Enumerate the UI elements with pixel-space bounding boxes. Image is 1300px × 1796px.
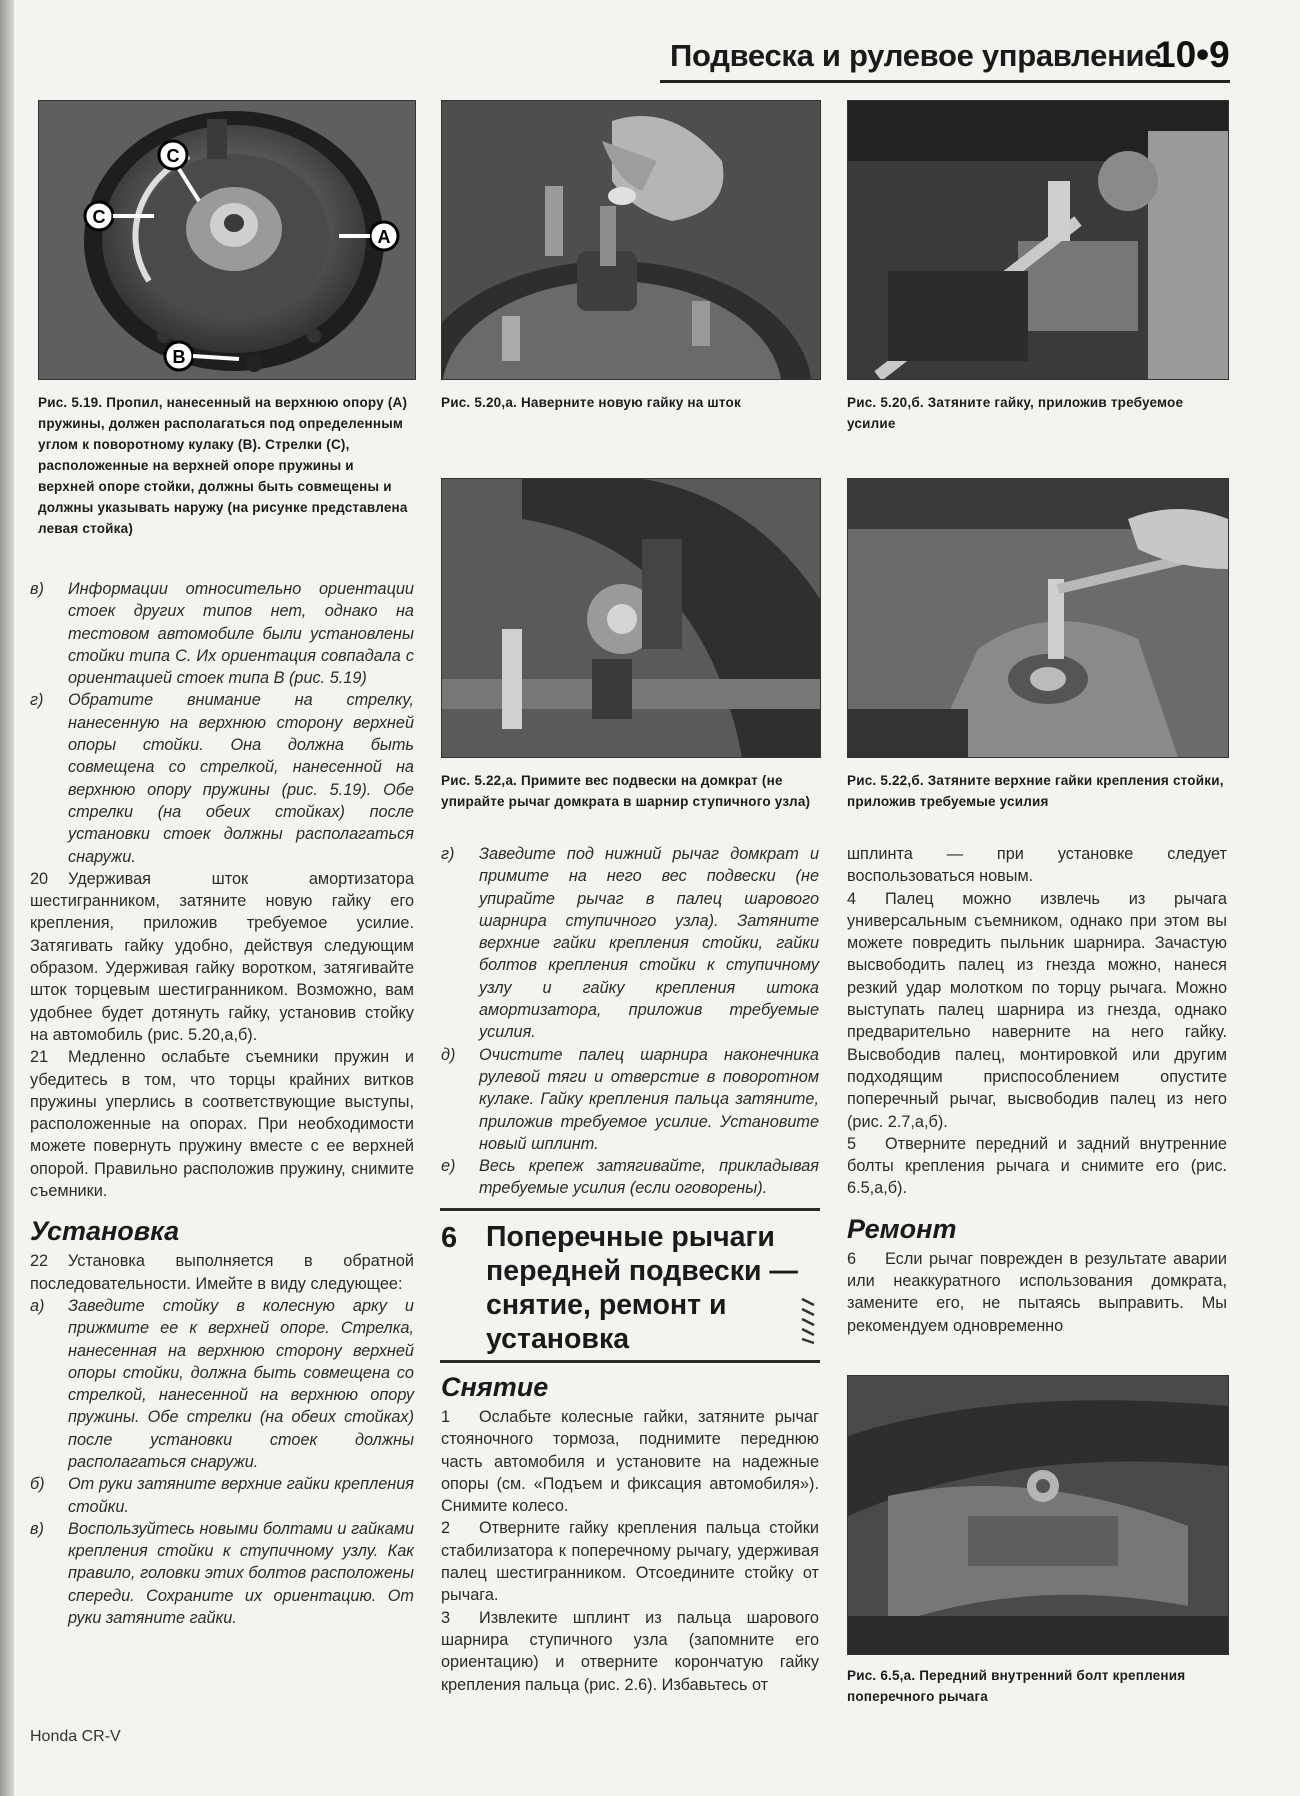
- section-rule-bottom: [440, 1360, 820, 1363]
- list-item-b: б) От руки затяните верхние гайки крепления стойки.: [30, 1475, 414, 1516]
- svg-text:C: C: [166, 146, 180, 166]
- section-title: Поперечные рычаги передней подвески — снятие, ремонт и установка: [486, 1221, 798, 1355]
- svg-text:B: B: [172, 347, 186, 367]
- paragraph-5: 5 Отверните передний и задний внутренние болты крепления рычага и снимите его (рис. 6.5,а,б).: [847, 1134, 1227, 1198]
- page-binding-edge: [0, 0, 14, 1796]
- page-number: 10•9: [1155, 34, 1230, 75]
- header-rule: [660, 80, 1230, 83]
- text-column-3: [847, 843, 1227, 1337]
- paragraph-4: 4 Палец можно извлечь из рычага универсальным съемником, однако при этом вы можете повредить пыльник шарнира. Зачастую высвободить палец из гнезда можно, нанеся резкий удар молотком по торцу рычага. Можно выступать палец шарнира из гнезда, однако предварительно наверните на него гайку. Высвободив палец, монтировкой или другим подходящим приспособлением опустите поперечный рычаг, высвободив палец из него (рис. 2.7,а,б).: [847, 889, 1227, 1131]
- section-rule-top: [440, 1208, 820, 1211]
- caption-fig-5-22a: Рис. 5.22,а. Примите вес подвески на домкрат (не упирайте рычаг домкрата в шарнир ступичного узла): [441, 773, 811, 809]
- text-column-2-lower: [441, 1366, 819, 1696]
- list-item-a: а) Заведите стойку в колесную арку и прижмите ее к верхней опоре. Стрелка, нанесенная на верхнюю сторону верхней опоры стойки, должна быть совмещена со стрелкой, нанесенной на верхнюю опору пружины. Обе стрелки (на обеих стойках) после установки стоек должны располагаться снаружи.: [30, 1296, 414, 1471]
- photo-fig-5-22a: [441, 478, 821, 758]
- paragraph-3: 3 Извлеките шплинт из пальца шарового шарнира ступичного узла (запомните его ориентацию) и отверните корончатую гайку крепления пальца (рис. 2.6). Избавьтесь от: [441, 1608, 819, 1694]
- paragraph-20: 20 Удерживая шток амортизатора шестигранником, затяните новую гайку его крепления, приложив требуемое усилие. Затягивать гайку удобно, действуя следующим образом. Удерживая гайку воротком, затягивайте шток торцевым шестигранником. Возможно, вам удобнее будет дотянуть гайку, установив стойку на автомобиль (рис. 5.20,а,б).: [30, 869, 414, 1044]
- list-item-g: г) Обратите внимание на стрелку, нанесенную на верхнюю сторону верхней опоры стойки. Она должна быть совмещена со стрелкой, нанесенной на верхнюю опору пружины (рис. 5.19). Обе стрелки (на обеих стойках) после установки стоек должны располагаться снаружи.: [30, 691, 414, 866]
- footer-book-title: Honda CR-V: [30, 1728, 121, 1745]
- heading-installation: Установка: [30, 1216, 180, 1247]
- photo-fig-6-5a: [847, 1375, 1229, 1655]
- section-number: 6: [441, 1222, 458, 1254]
- svg-text:C: C: [92, 207, 106, 227]
- spring-icon: [800, 1295, 816, 1345]
- paragraph-3-continued: шплинта — при установке следует воспользоваться новым.: [847, 845, 1227, 886]
- photo-fig-5-20a: [441, 100, 821, 380]
- photo-fig-5-19: [38, 100, 416, 380]
- paragraph-22: 22 Установка выполняется в обратной последовательности. Имейте в виду следующее:: [30, 1252, 414, 1293]
- paragraph-1: 1 Ослабьте колесные гайки, затяните рычаг стояночного тормоза, поднимите переднюю часть автомобиля и установите на надежные опоры (см. «Подъем и фиксация автомобиля»). Снимите колесо.: [441, 1408, 819, 1516]
- heading-removal: Снятие: [441, 1372, 549, 1402]
- paragraph-6: 6 Если рычаг поврежден в результате аварии или неаккуратного использования домкрата, замените его, не пытаясь выправить. Мы рекомендуем одновременно: [847, 1249, 1227, 1335]
- caption-fig-5-22b: Рис. 5.22,б. Затяните верхние гайки крепления стойки, приложив требуемые усилия: [847, 773, 1224, 809]
- text-column-1: [30, 578, 414, 1629]
- list-item-v: в) Информации относительно ориентации стоек других типов нет, однако на тестовом автомобиле были установлены стойки типа С. Их ориентация совпадала с ориентацией стоек типа В (рис. 5.19): [30, 580, 414, 688]
- list-item-d: д) Очистите палец шарнира наконечника рулевой тяги и отверстие в поворотном кулаке. Гайку крепления пальца затяните, приложив требуемое усилие. Установите новый шплинт.: [441, 1045, 819, 1153]
- photo-fig-5-22b: [847, 478, 1229, 758]
- list-item-g-col2: г) Заведите под нижний рычаг домкрат и примите на него вес подвески (не упирайте рычаг в палец шарового шарнира ступичного узла). Затяните верхние гайки крепления стойки, гайки болтов крепления стойки к ступичному узлу и гайку крепления штока амортизатора, приложив требуемые усилия.: [441, 845, 819, 1042]
- caption-fig-5-19: Рис. 5.19. Пропил, нанесенный на верхнюю опору (А) пружины, должен располагаться под определенным углом к поворотному кулаку (В). Стрелки (С), расположенные на верхней опоре пружины и верхней опоре стойки, должны быть совмещены и должны указывать наружу (на рисунке представлена левая стойка): [38, 395, 408, 536]
- caption-fig-5-20b: Рис. 5.20,б. Затяните гайку, приложив требуемое усилие: [847, 395, 1184, 431]
- text-column-2: [441, 843, 819, 1200]
- spring-seat-illustration: [39, 101, 415, 379]
- list-item-v2: в) Воспользуйтесь новыми болтами и гайками крепления стойки к ступичному узлу. Как правило, головки этих болтов расположены спереди. Сохраните их ориентацию. От руки затяните гайки.: [30, 1519, 414, 1628]
- caption-fig-6-5a: Рис. 6.5,а. Передний внутренний болт крепления поперечного рычага: [847, 1668, 1186, 1704]
- strut-nut-illustration: [442, 101, 820, 379]
- control-arm-bolt-illustration: [848, 1376, 1228, 1654]
- heading-repair: Ремонт: [847, 1213, 957, 1244]
- torque-wrench-illustration: [848, 101, 1228, 379]
- paragraph-21: 21 Медленно ослабьте съемники пружин и убедитесь в том, что торцы крайних витков пружины уперлись в соответствующие выступы, расположенные на опорах. При необходимости можете повернуть пружину вместе с ее верхней опорой. Правильно расположив пружину, снимите съемники.: [30, 1048, 414, 1201]
- strut-top-nuts-illustration: [848, 479, 1228, 757]
- running-header-title: Подвеска и рулевое управление: [670, 38, 1162, 73]
- caption-fig-5-20a: Рис. 5.20,а. Наверните новую гайку на шток: [441, 395, 741, 410]
- svg-text:A: A: [377, 227, 391, 247]
- list-item-e: е) Весь крепеж затягивайте, прикладывая требуемые усилия (если оговорены).: [441, 1157, 819, 1198]
- jack-suspension-illustration: [442, 479, 820, 757]
- photo-fig-5-20b: [847, 100, 1229, 380]
- paragraph-2: 2 Отверните гайку крепления пальца стойки стабилизатора к поперечному рычагу, удерживая палец шестигранником. Отсоедините стойку от рычага.: [441, 1519, 819, 1605]
